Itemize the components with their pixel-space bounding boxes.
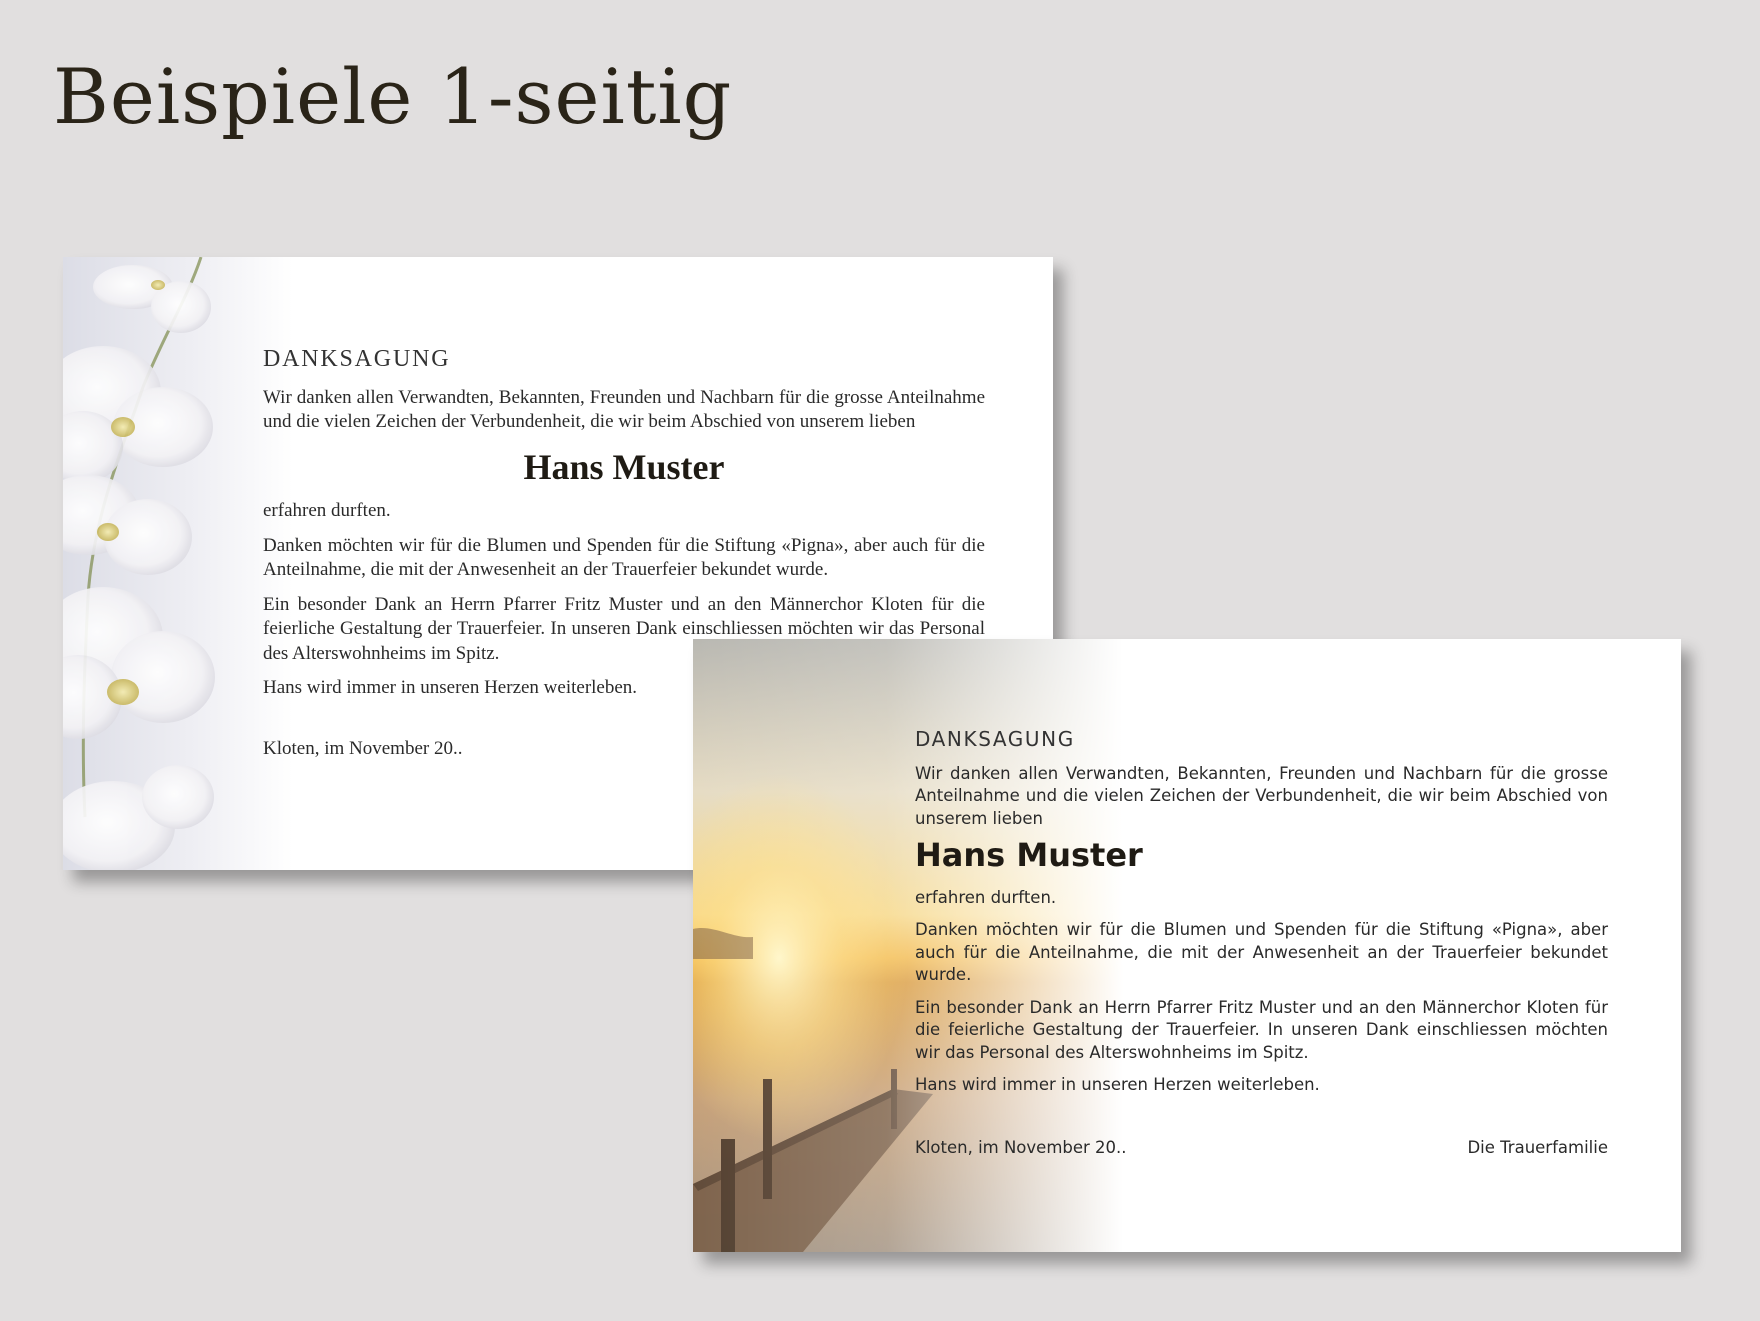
card-footer [915, 1137, 1608, 1160]
deceased-name: Hans Muster [523, 446, 725, 487]
card-sunset [693, 639, 1681, 1252]
card-heading: DANKSAGUNG [915, 727, 1075, 751]
intro-text: Wir danken allen Verwandten, Bekannten, Freunden und Nachbarn für die grosse Anteilnahme und die vielen Zeichen der Verbundenheit, die wir beim Abschied von unserem lieben [263, 386, 985, 432]
orchid-image [63, 257, 293, 870]
thanks-text-2: Ein besonder Dank an Herrn Pfarrer Fritz Muster und an den Männerchor Kloten für die feierliche Gestaltung der Trauerfeier. In unseren Dank einschliessen möchten wir das Personal des Alterswohnheims im Spitz. [915, 997, 1608, 1062]
signature: Die Trauerfamilie [1467, 1137, 1608, 1157]
closing-text: Hans wird immer in unseren Herzen weiterleben. [915, 1075, 1320, 1094]
place-date: Kloten, im November 20.. [915, 1137, 1127, 1157]
thanks-text-1: Danken möchten wir für die Blumen und Spenden für die Stiftung «Pigna», aber auch für die Anteilnahme, die mit der Anwesenheit an der Trauerfeier bekundet wurde. [915, 920, 1608, 984]
page-title: Beispiele 1-seitig [53, 52, 733, 141]
place-date: Kloten, im November 20.. [263, 737, 463, 759]
thanks-text-1: Danken möchten wir für die Blumen und Spenden für die Stiftung «Pigna», aber auch für die Anteilnahme, die mit der Anwesenheit an der Trauerfeier bekundet wurde. [263, 534, 985, 580]
card-heading: DANKSAGUNG [263, 346, 451, 372]
after-name-text: erfahren durften. [915, 887, 1057, 907]
closing-text: Hans wird immer in unseren Herzen weiterleben. [263, 677, 638, 698]
deceased-name: Hans Muster [915, 836, 1143, 874]
intro-text: Wir danken allen Verwandten, Bekannten, Freunden und Nachbarn für die grosse Anteilnahme und die vielen Zeichen der Verbundenheit, die wir beim Abschied von unserem lieben [915, 763, 1608, 828]
card-text [915, 728, 1608, 1159]
thanks-text-2: Ein besonder Dank an Herrn Pfarrer Fritz Muster und an den Männerchor Kloten für die feierliche Gestaltung der Trauerfeier. In unseren Dank einschliessen möchten wir das Personal des Alterswohnheims im Spitz. [263, 593, 985, 664]
after-name-text: erfahren durften. [263, 500, 391, 521]
